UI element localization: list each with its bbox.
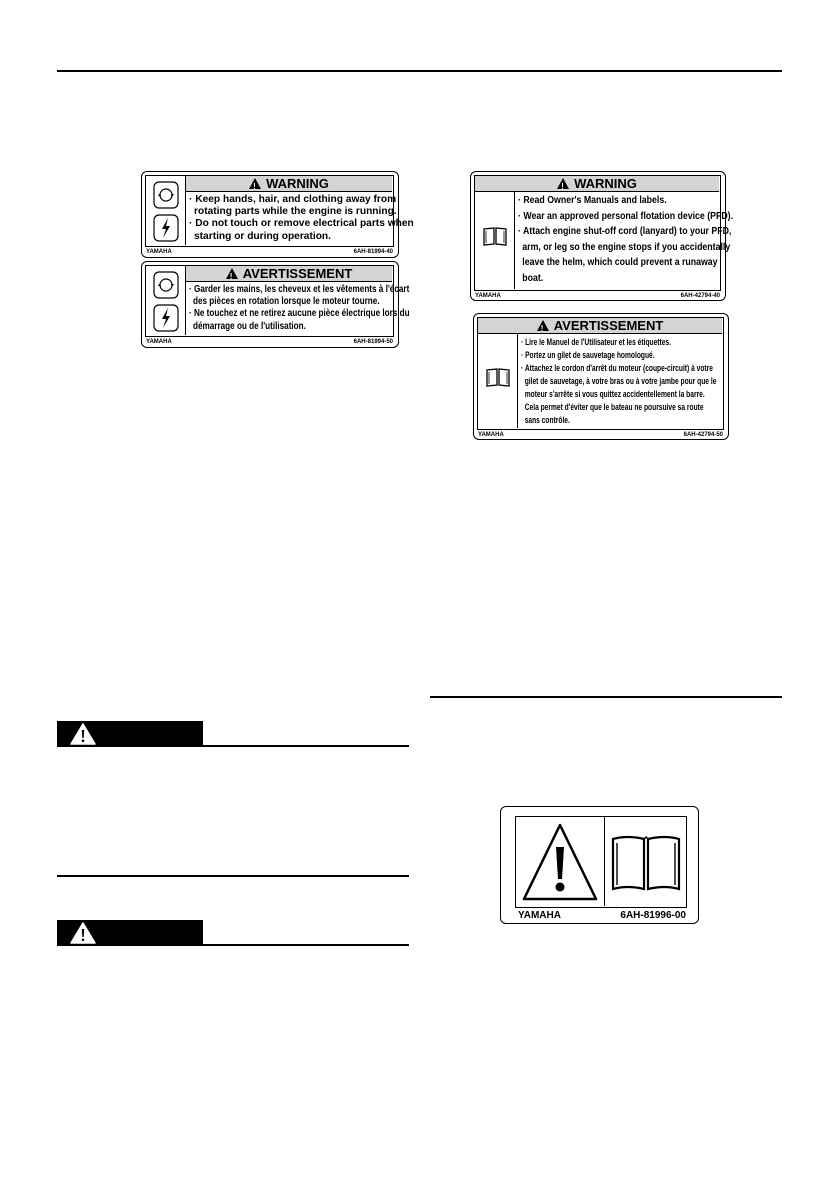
label-title: WARNING (574, 176, 637, 191)
label-line: starting or during operation. (194, 230, 331, 242)
avertissement-label-pfd-lanyard (473, 313, 729, 440)
read-manual-warning-label (500, 806, 699, 924)
warning-label-pfd-lanyard (470, 171, 734, 301)
label-icon-column (516, 817, 605, 906)
top-rule (57, 70, 782, 72)
electric-shock-icon (153, 214, 179, 247)
label-inner-frame (145, 175, 414, 247)
label-line: arm, or leg so the engine stops if you accidentally (522, 241, 731, 253)
label-line: rotating parts while the engine is running. (194, 206, 397, 218)
label-part-code: 6AH-81994-50 (353, 339, 393, 345)
warning-badge-rule (203, 944, 409, 946)
label-line: boat. (522, 272, 544, 284)
label-icon-column (146, 176, 186, 245)
warning-badge-icon (69, 722, 97, 746)
label-inner-frame (515, 816, 687, 908)
warning-triangle-icon (537, 320, 549, 331)
label-icon-column (475, 192, 515, 289)
warning-label-rotating-electrical (141, 171, 414, 258)
label-part-code: 6AH-81994-40 (353, 249, 393, 255)
label-text (189, 194, 414, 243)
label-header (186, 266, 392, 282)
label-part-code: 6AH-81996-00 (620, 910, 686, 921)
label-icon-column (478, 334, 518, 428)
manual-book-icon (482, 225, 508, 252)
label-part-code: 6AH-42794-50 (683, 432, 723, 438)
label-line: · Portez un gilet de sauvetage homologué. (521, 350, 655, 360)
label-line: · Lire le Manuel de l'Utilisateur et les étiquettes. (521, 337, 672, 347)
label-line: · Attach engine shut-off cord (lanyard) to your PFD, (518, 226, 732, 237)
label-inner-frame (477, 317, 724, 430)
warning-badge-icon (69, 921, 97, 945)
label-title: AVERTISSEMENT (553, 318, 664, 333)
label-brand: YAMAHA (475, 293, 501, 299)
label-text (189, 284, 410, 333)
label-brand: YAMAHA (146, 339, 172, 345)
label-line: sans contrôle. (524, 415, 570, 425)
section-rule (430, 696, 782, 698)
label-line: gilet de sauvetage, à votre bras ou à votre jambe pour que le (524, 376, 717, 386)
rotating-parts-icon (153, 271, 179, 304)
label-title: AVERTISSEMENT (242, 266, 353, 281)
electric-shock-icon (153, 304, 179, 337)
warning-badge-rule (203, 745, 409, 747)
label-line: moteur s'arrête si vous quittez accidentellement la barre. (524, 389, 705, 399)
manual-book-icon (609, 829, 683, 900)
label-line: · Read Owner's Manuals and labels. (518, 195, 667, 206)
label-header (186, 176, 392, 192)
label-inner-frame (474, 175, 734, 291)
avertissement-label-rotating-electrical (141, 261, 410, 348)
label-header (478, 318, 722, 334)
warning-triangle-icon (557, 178, 569, 189)
label-brand: YAMAHA (146, 249, 172, 255)
label-line: Cela permet d'éviter que le bateau ne poursuive sa route (524, 402, 704, 412)
label-text (518, 193, 733, 286)
label-part-code: 6AH-42794-40 (680, 293, 720, 299)
label-inner-frame (145, 265, 410, 337)
label-line: · Wear an approved personal flotation device (PFD). (518, 210, 734, 222)
label-brand: YAMAHA (478, 432, 504, 438)
label-line: · Garder les mains, les cheveux et les vêtements à l'écart (189, 284, 410, 295)
label-line: des pièces en rotation lorsque le moteur tourne. (193, 296, 380, 308)
warning-exclamation-icon (520, 821, 600, 908)
label-icon-column (146, 266, 186, 335)
label-title: WARNING (266, 176, 329, 191)
rotating-parts-icon (153, 181, 179, 214)
label-brand: YAMAHA (518, 910, 561, 921)
label-text (521, 336, 716, 427)
label-line: · Attachez le cordon d'arrêt du moteur (coupe-circuit) à votre (521, 363, 713, 373)
section-rule (57, 875, 409, 877)
warning-triangle-icon (249, 178, 261, 189)
label-line: démarrage ou de l'utilisation. (193, 320, 306, 332)
warning-badge (57, 920, 203, 946)
manual-book-icon (485, 366, 511, 393)
label-line: · Do not touch or remove electrical parts when (189, 218, 414, 230)
label-line: leave the helm, which could prevent a runaway (522, 257, 718, 268)
label-line: · Ne touchez et ne retirez aucune pièce électrique lors du (189, 308, 410, 320)
label-header (475, 176, 719, 192)
label-line: · Keep hands, hair, and clothing away from (189, 194, 397, 205)
warning-badge (57, 721, 203, 747)
warning-triangle-icon (226, 268, 238, 279)
